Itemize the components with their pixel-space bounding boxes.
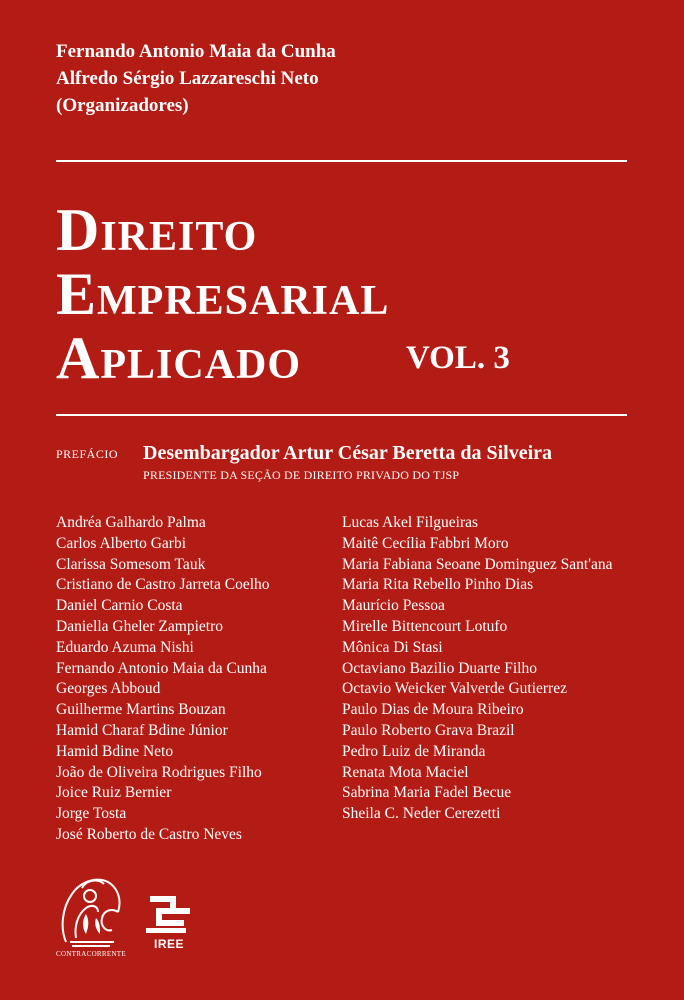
author-name: Daniel Carnio Costa (56, 597, 183, 615)
author-name: Sheila C. Neder Cerezetti (342, 805, 501, 823)
preface-label: PREFÁCIO (56, 447, 119, 461)
author-name: Jorge Tosta (56, 805, 127, 823)
author-name: Mônica Di Stasi (342, 638, 443, 656)
author-name: Joice Ruiz Bernier (56, 784, 172, 802)
author-name: Carlos Alberto Garbi (56, 534, 187, 552)
author-name: Georges Abboud (56, 680, 161, 698)
preface-author: Desembargador Artur César Beretta da Silveira (143, 442, 553, 464)
author-name: Octaviano Bazilio Duarte Filho (342, 659, 537, 677)
author-name: Maurício Pessoa (342, 597, 445, 615)
author-name: Andréa Galhardo Palma (56, 514, 206, 531)
author-name: Daniella Gheler Zampietro (56, 617, 223, 635)
top-divider (56, 160, 627, 162)
author-name: Paulo Roberto Grava Brazil (342, 721, 515, 739)
author-name: Eduardo Azuma Nishi (56, 638, 194, 656)
author-name: Clarissa Somesom Tauk (56, 555, 206, 573)
author-name: Pedro Luiz de Miranda (342, 742, 486, 760)
organizer-name: Alfredo Sérgio Lazzareschi Neto (56, 68, 319, 89)
author-name: Octavio Weicker Valverde Gutierrez (342, 680, 567, 698)
author-name: Sabrina Maria Fadel Becue (342, 784, 512, 802)
organizers-block (56, 38, 336, 119)
author-name: Hamid Charaf Bdine Júnior (56, 721, 228, 739)
author-name: João de Oliveira Rodrigues Filho (56, 763, 262, 781)
author-name: Maria Rita Rebello Pinho Dias (342, 576, 534, 594)
volume-label: VOL. 3 (406, 340, 510, 376)
author-name: Maria Fabiana Seoane Dominguez Sant'ana (342, 555, 613, 573)
authors-list-left (56, 513, 270, 846)
title-line: Direito (56, 197, 258, 263)
title-line: Aplicado (56, 325, 302, 391)
iree-caption: IREE (153, 937, 184, 951)
author-name: Paulo Dias de Moura Ribeiro (342, 701, 524, 719)
iree-logo (140, 892, 198, 958)
author-name: Cristiano de Castro Jarreta Coelho (56, 576, 270, 594)
organizers-role: (Organizadores) (56, 95, 189, 116)
iree-emblem-icon (140, 892, 198, 936)
author-name: Renata Mota Maciel (342, 763, 469, 781)
author-name: Hamid Bdine Neto (56, 742, 174, 760)
author-name: Maitê Cecília Fabbri Moro (342, 534, 509, 552)
author-name: José Roberto de Castro Neves (56, 825, 242, 843)
preface-author-role: PRESIDENTE DA SEÇÃO DE DIREITO PRIVADO DO TJSP (143, 468, 460, 482)
organizer-name: Fernando Antonio Maia da Cunha (56, 41, 336, 62)
author-name: Guilherme Martins Bouzan (56, 701, 226, 719)
author-name: Mirelle Bittencourt Lotufo (342, 617, 508, 635)
contracorrente-caption: CONTRACORRENTE (56, 950, 126, 958)
book-title (56, 198, 389, 390)
contracorrente-emblem-icon (52, 868, 130, 950)
author-name: Lucas Akel Filgueiras (342, 514, 479, 531)
title-line: Empresarial (56, 261, 390, 327)
authors-list-right (342, 513, 613, 825)
author-name: Fernando Antonio Maia da Cunha (56, 659, 267, 677)
contracorrente-logo (52, 868, 130, 960)
bottom-divider (56, 414, 627, 416)
